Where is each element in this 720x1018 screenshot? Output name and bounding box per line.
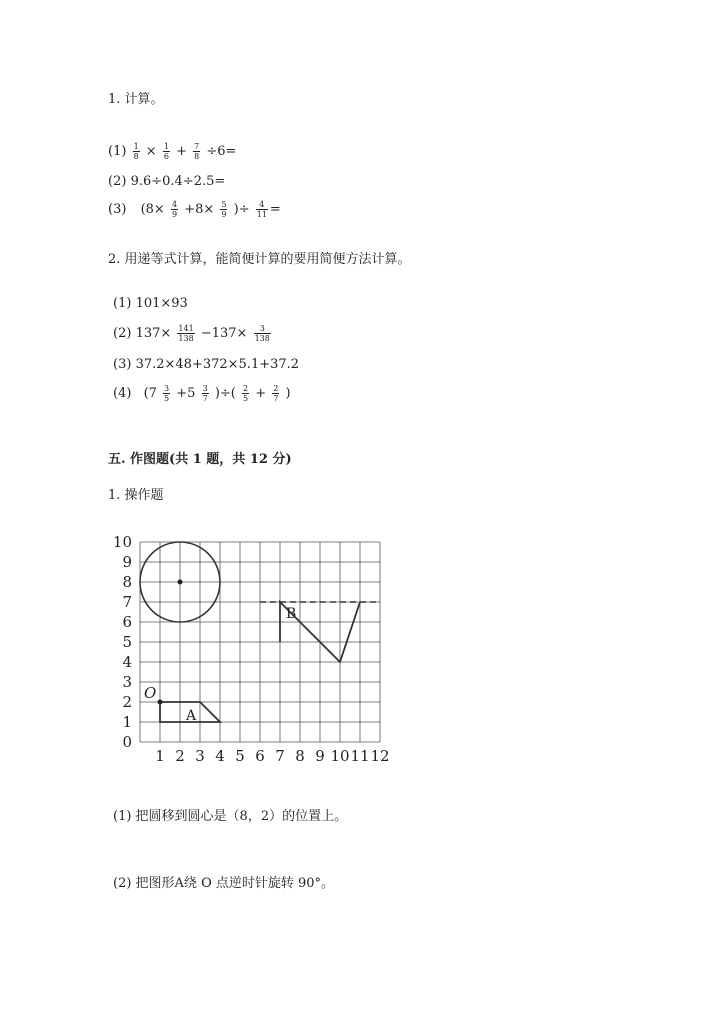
q1-part3: (3) (8× $\frac{4}{9}$ +8× $\frac{5}{9}$ )÷ $\frac{4}{11}$ = (108, 200, 281, 219)
fraction: $\frac{3}{5}$ (164, 384, 170, 403)
x-tick-label: 3 (195, 747, 205, 765)
circle-center-dot (178, 580, 183, 585)
q2-part4: (4) (7 $\frac{3}{5}$ +5 $\frac{3}{7}$ )÷( $\frac{2}{5}$ + $\frac{2}{7}$ ) (113, 384, 291, 403)
fraction: $\frac{3}{138}$ (254, 324, 270, 343)
fraction: $\frac{2}{7}$ (273, 384, 279, 403)
x-axis-labels (155, 747, 389, 765)
fraction: $\frac{4}{11}$ (256, 200, 267, 219)
y-axis-labels (113, 533, 132, 751)
y-tick-label: 1 (122, 713, 132, 731)
grid-lines (140, 542, 380, 742)
x-tick-label: 5 (235, 747, 245, 765)
fraction: $\frac{1}{8}$ (133, 142, 139, 161)
x-tick-label: 11 (350, 747, 370, 765)
y-tick-label: 4 (122, 653, 132, 671)
x-tick-label: 7 (275, 747, 285, 765)
q2-title: 2. 用递等式计算，能简便计算的要用简便方法计算。 (108, 252, 411, 267)
coordinate-grid-figure (110, 532, 400, 767)
x-tick-label: 1 (155, 747, 165, 765)
section5-q1-title: 1. 操作题 (108, 488, 164, 503)
step2-text: (2) 把图形A绕 O 点逆时针旋转 90°。 (113, 876, 335, 891)
q1-title: 1. 计算。 (108, 92, 164, 107)
x-tick-label: 12 (370, 747, 390, 765)
x-tick-label: 9 (315, 747, 325, 765)
fraction: $\frac{141}{138}$ (178, 324, 194, 343)
y-tick-label: 9 (122, 553, 132, 571)
origin-label: O (144, 684, 157, 702)
q1-part1: (1) $\frac{1}{8}$ × $\frac{1}{6}$ + $\frac{7}{8}$ ÷6= (108, 142, 237, 161)
shape-a-label: A (186, 708, 197, 724)
y-tick-label: 3 (122, 673, 132, 691)
section5-heading: 五. 作图题(共 1 题，共 12 分) (108, 452, 292, 467)
fraction: $\frac{5}{9}$ (221, 200, 227, 219)
x-tick-label: 10 (330, 747, 350, 765)
q2-part1: (1) 101×93 (113, 296, 188, 311)
y-tick-label: 5 (122, 633, 132, 651)
q2-part2: (2) 137× $\frac{141}{138}$ −137× $\frac{3}{138}$ (113, 324, 270, 343)
y-tick-label: 0 (122, 733, 132, 751)
y-tick-label: 10 (112, 533, 132, 551)
fraction: $\frac{7}{8}$ (194, 142, 200, 161)
y-tick-label: 8 (122, 573, 132, 591)
x-tick-label: 4 (215, 747, 225, 765)
fraction: $\frac{1}{6}$ (163, 142, 169, 161)
fraction: $\frac{2}{5}$ (243, 384, 249, 403)
x-tick-label: 6 (255, 747, 265, 765)
fraction: $\frac{3}{7}$ (202, 384, 208, 403)
y-tick-label: 6 (122, 613, 132, 631)
shape-b-label: B (286, 606, 297, 622)
y-tick-label: 2 (122, 693, 132, 711)
part-label: (1) (108, 144, 127, 159)
x-tick-label: 8 (295, 747, 305, 765)
x-tick-label: 2 (175, 747, 185, 765)
q2-part3: (3) 37.2×48+372×5.1+37.2 (113, 357, 300, 372)
q1-part2: (2) 9.6÷0.4÷2.5= (108, 174, 226, 189)
fraction: $\frac{4}{9}$ (171, 200, 178, 219)
y-tick-label: 7 (122, 593, 132, 611)
origin-point-dot (158, 700, 163, 705)
step1-text: (1) 把圆移到圆心是（8，2）的位置上。 (113, 809, 348, 824)
